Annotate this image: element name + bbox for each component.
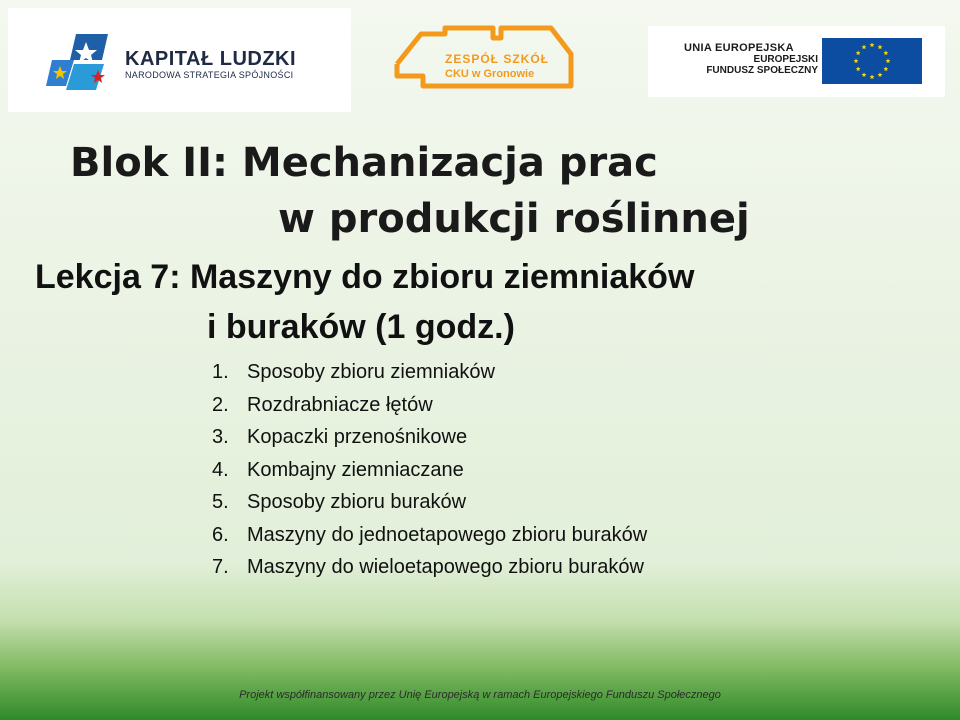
ue-title: UNIA EUROPEJSKA [684, 42, 794, 54]
topic-item: 1. Sposoby zbioru ziemniaków [212, 361, 495, 383]
kapital-ludzki-subtitle: NARODOWA STRATEGIA SPÓJNOŚCI [125, 70, 294, 80]
cku-gronowo-text: CKU w Gronowie [445, 68, 535, 80]
ue-line-europejski: EUROPEJSKI [753, 54, 818, 65]
zespol-szkol-text: ZESPÓŁ SZKÓŁ [445, 52, 550, 66]
footer-funding-note: Projekt współfinansowany przez Unię Europejską w ramach Europejskiego Funduszu Społecznego [239, 689, 721, 701]
block-title-line1: Blok II: Mechanizacja prac [70, 140, 658, 186]
topic-item: 4. Kombajny ziemniaczane [212, 458, 464, 481]
topic-item: 5. Sposoby zbioru buraków [212, 491, 467, 513]
topic-list [212, 360, 647, 588]
eu-flag-icon [822, 38, 922, 84]
kapital-ludzki-emblem-icon [46, 30, 126, 100]
lesson-title-line1: Lekcja 7: Maszyny do zbioru ziemniaków [35, 258, 695, 296]
zespol-szkol-logo [393, 24, 578, 94]
topic-item: 7. Maszyny do wieloetapowego zbioru buraków [212, 556, 644, 578]
lesson-title-line2: i buraków (1 godz.) [207, 308, 515, 346]
kapital-ludzki-logo [8, 8, 351, 112]
topic-item: 3. Kopaczki przenośnikowe [212, 426, 468, 448]
topic-item: 6. Maszyny do jednoetapowego zbioru buraków [212, 523, 648, 546]
kapital-ludzki-title: KAPITAŁ LUDZKI [125, 48, 297, 70]
block-title-line2: w produkcji roślinnej [278, 196, 750, 242]
unia-europejska-logo [648, 26, 945, 97]
topic-item: 2. Rozdrabniacze łętów [212, 393, 433, 416]
ue-line-fundusz: FUNDUSZ SPOŁECZNY [706, 65, 818, 76]
